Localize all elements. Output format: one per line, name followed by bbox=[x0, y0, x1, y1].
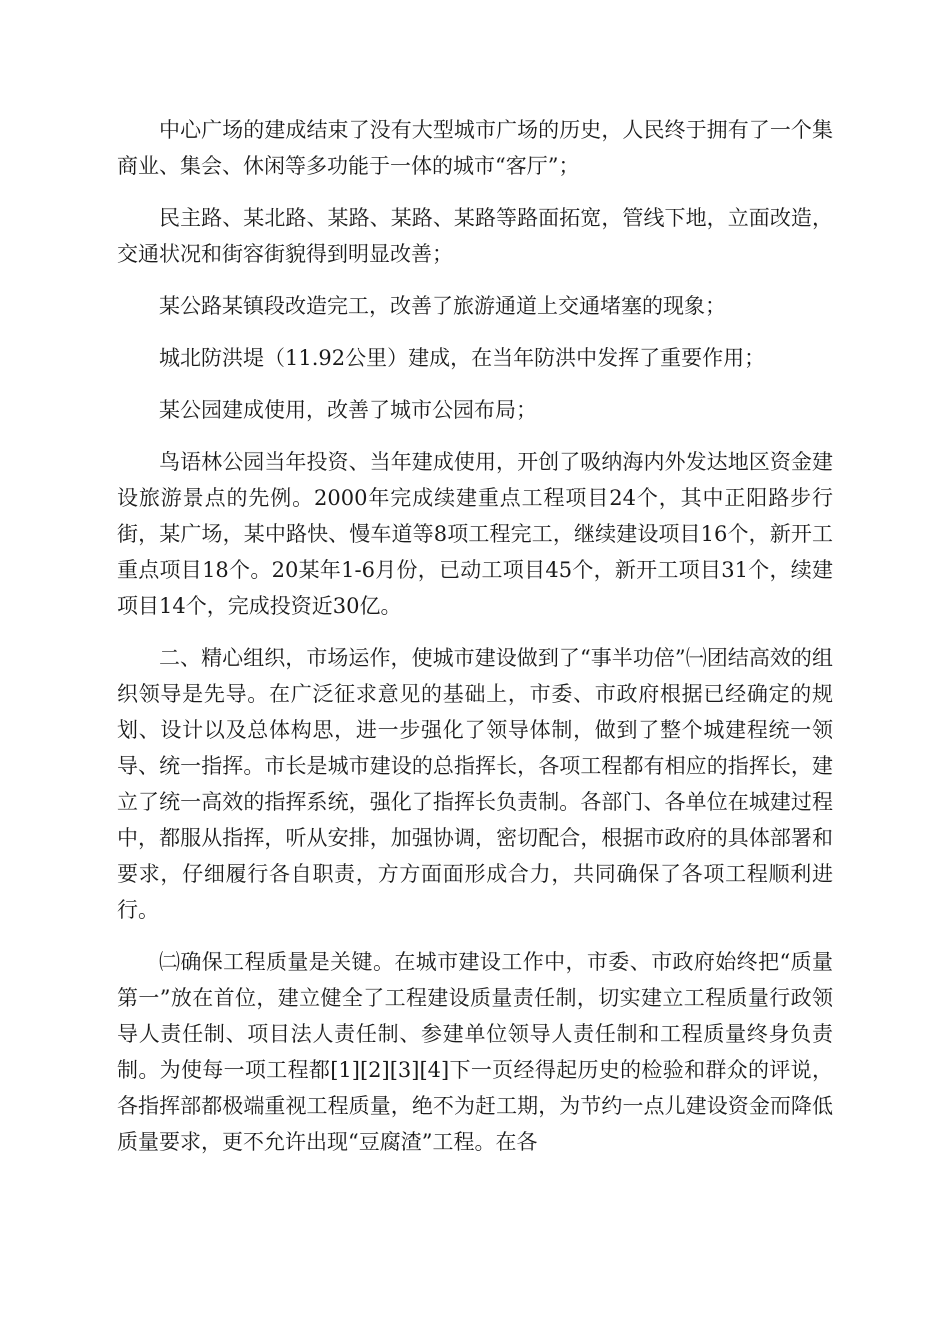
paragraph-bird-park-projects: 鸟语林公园当年投资、当年建成使用，开创了吸纳海内外发达地区资金建设旅游景点的先例。2000年完成续建重点工程项目24个，其中正阳路步行街，某广场，某中路快、慢车道等8项工程完工，继续建设项目16个，新开工重点项目18个。20某年1-6月份，已动工项目45个，新开工项目31个，续建项目14个，完成投资近30亿。 bbox=[117, 450, 833, 618]
paragraph-quality-assurance: ㈡确保工程质量是关键。在城市建设工作中，市委、市政府始终把“质量第一”放在首位，建立健全了工程建设质量责任制，切实建立工程质量行政领导人责任制、项目法人责任制、参建单位领导人责任制和工程质量终身负责制。为使每一项工程都[1][2][3][4]下一页经得起历史的检验和群众的评说，各指挥部都极端重视工程质量，绝不为赶工期，为节约一点儿建设资金而降低质量要求，更不允许出现“豆腐渣”工程。在各 bbox=[117, 950, 833, 1154]
paragraph-central-square: 中心广场的建成结束了没有大型城市广场的历史，人民终于拥有了一个集商业、集会、休闲等多功能于一体的城市“客厅”； bbox=[117, 118, 833, 178]
paragraph-organization-leadership: 二、精心组织，市场运作，使城市建设做到了“事半功倍”㈠团结高效的组织领导是先导。在广泛征求意见的基础上，市委、市政府根据已经确定的规划、设计以及总体构思，进一步强化了领导体制，做到了整个城建程统一领导、统一指挥。市长是城市建设的总指挥长，各项工程都有相应的指挥长，建立了统一高效的指挥系统，强化了指挥长负责制。各部门、各单位在城建过程中，都服从指挥，听从安排，加强协调，密切配合，根据市政府的具体部署和要求，仔细履行各自职责，方方面面形成合力，共同确保了各项工程顺利进行。 bbox=[117, 646, 833, 922]
paragraph-road-widening: 民主路、某北路、某路、某路、某路等路面拓宽，管线下地，立面改造，交通状况和街容街貌得到明显改善； bbox=[117, 206, 833, 266]
paragraph-flood-dike: 城北防洪堤（11.92公里）建成，在当年防洪中发挥了重要作用； bbox=[159, 346, 766, 370]
paragraph-park: 某公园建成使用，改善了城市公园布局； bbox=[159, 398, 537, 422]
paragraph-highway-renovation: 某公路某镇段改造完工，改善了旅游通道上交通堵塞的现象； bbox=[159, 294, 726, 318]
document-body bbox=[117, 112, 833, 1176]
